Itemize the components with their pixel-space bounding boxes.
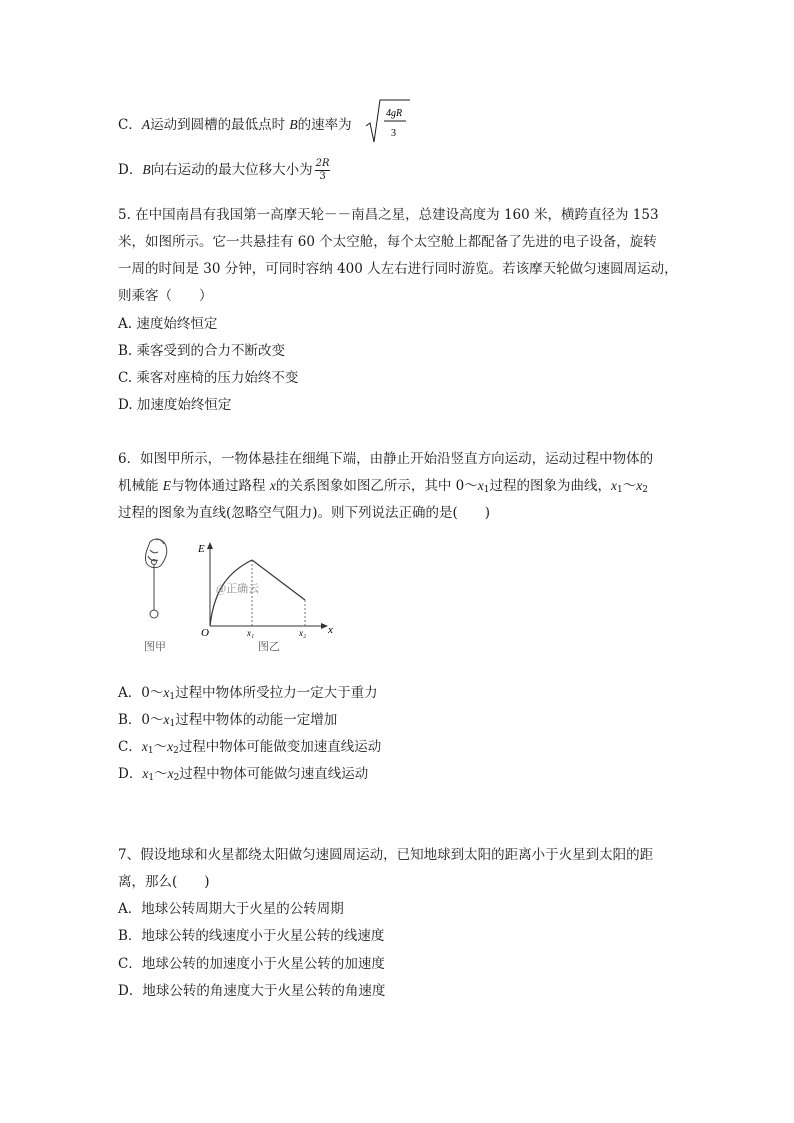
var-x2: x (167, 766, 174, 781)
subscript: 2 (173, 773, 180, 783)
tilde: ～ (153, 739, 168, 755)
q7-option-b: B．地球公转的线速度小于火星公转的线速度 (118, 928, 385, 944)
option-prefix: C． (118, 739, 142, 755)
q7-line-1: 7、假设地球和火星都绕太阳做匀速圆周运动，已知地球到太阳的距离小于火星到太阳的距 (118, 847, 654, 863)
watermark: @正确云 (216, 583, 260, 595)
option-text: 的速率为 (297, 117, 352, 133)
q6-figure (128, 532, 348, 656)
option-prefix: D． (118, 766, 143, 782)
q6-option-c (118, 735, 381, 756)
axis-x-label: x (328, 624, 333, 636)
q6-line-1: 6．如图甲所示，一物体悬挂在细绳下端，由静止开始沿竖直方向运动，运动过程中物体的 (118, 451, 654, 467)
option-text: 向右运动的最大位移大小为 (150, 162, 313, 178)
var-x1: x (163, 712, 170, 727)
q6-line-2 (118, 474, 648, 495)
axis-e-label: E (198, 543, 205, 555)
var-a: A (141, 117, 151, 132)
q4-option-c (118, 113, 352, 133)
q4-option-d (118, 158, 330, 183)
var-x: x (269, 478, 276, 493)
q7-option-c: C．地球公转的加速度小于火星公转的加速度 (118, 956, 385, 972)
subscript: 1 (616, 485, 623, 495)
subscript: 1 (169, 719, 176, 729)
var-x1: x (163, 685, 170, 700)
q5-line-1: 5. 在中国南昌有我国第一高摩天轮－－南昌之星，总建设高度为 160 米，横跨直径为 153 (118, 207, 659, 223)
q6-option-b (118, 708, 337, 729)
subscript: 1 (483, 485, 490, 495)
tilde: ～ (154, 766, 168, 782)
option-prefix: D． (118, 162, 143, 178)
q6-option-d (118, 762, 368, 783)
option-text: 过程中物体所受拉力一定大于重力 (175, 685, 378, 701)
e-x-graph (197, 542, 333, 639)
q5-line-3: 一周的时间是 30 分钟，可同时容纳 400 人左右进行同时游览。若该摩天轮做匀速圆周运动， (118, 261, 678, 277)
option-text: 运动到圆槽的最低点时 (150, 117, 286, 133)
var-x1: x (142, 766, 149, 781)
var-x2: x (636, 478, 643, 493)
q6-line-3: 过程的图象为直线(忽略空气阻力)。则下列说法正确的是( ) (118, 505, 491, 521)
fraction-denominator: 3 (319, 171, 326, 182)
text: 与物体通过路程 (171, 478, 270, 494)
var-x1: x (141, 739, 148, 754)
option-text: 过程中物体的动能一定增加 (175, 712, 338, 728)
option-prefix: B．0～ (118, 712, 164, 728)
subscript: 2 (642, 485, 648, 495)
fraction-numerator: 2R (315, 158, 330, 169)
q7-line-2: 离，那么( ) (118, 874, 210, 890)
q5-line-2: 米，如图所示。它一共悬挂有 60 个太空舱，每个太空舱上都配备了先进的电子设备，旋转 (118, 234, 657, 250)
q6-option-a (118, 681, 378, 702)
var-e: E (162, 478, 172, 493)
sqrt-numerator: 4gR (386, 108, 403, 119)
subscript: 1 (147, 746, 154, 756)
origin-label: O (201, 627, 209, 639)
text: ～ (622, 478, 637, 494)
fig-yi-label: 图乙 (258, 641, 280, 653)
ball (150, 610, 158, 618)
subscript: 2 (173, 746, 179, 756)
fig-jia-label: 图甲 (144, 641, 166, 653)
q7-option-d: D．地球公转的角速度大于火星公转的角速度 (118, 983, 386, 999)
option-text: 过程中物体可能做变加速直线运动 (178, 739, 382, 755)
text: 过程的图象为曲线， (489, 478, 611, 494)
q5-option-d: D. 加速度始终恒定 (118, 397, 232, 413)
q5-option-a: A. 速度始终恒定 (118, 316, 218, 332)
sqrt-denominator: 3 (391, 128, 396, 139)
text: 的关系图象如图乙所示，其中 0～ (275, 478, 478, 494)
var-x1: x (610, 478, 617, 493)
option-text: 过程中物体可能做匀速直线运动 (179, 766, 369, 782)
tick-x2-label: x₂ (299, 628, 307, 638)
subscript: 1 (169, 692, 176, 702)
hand-icon (145, 539, 166, 568)
q5-option-b: B. 乘客受到的合力不断改变 (118, 343, 286, 359)
var-x2: x (167, 739, 174, 754)
q7-option-a: A．地球公转周期大于火星的公转周期 (118, 901, 344, 917)
option-prefix: C． (118, 117, 142, 133)
var-x1: x (477, 478, 484, 493)
q5-line-4: 则乘客（ ） (118, 288, 213, 304)
tick-x1-label: x₁ (247, 628, 255, 638)
var-b: B (142, 162, 151, 177)
fraction (315, 158, 331, 183)
option-prefix: A．0～ (118, 685, 164, 701)
var-b: B (289, 117, 298, 132)
subscript: 1 (148, 773, 155, 783)
text: 机械能 (118, 478, 163, 494)
q5-option-c: C. 乘客对座椅的压力始终不变 (118, 370, 299, 386)
sqrt-expression (364, 96, 414, 148)
